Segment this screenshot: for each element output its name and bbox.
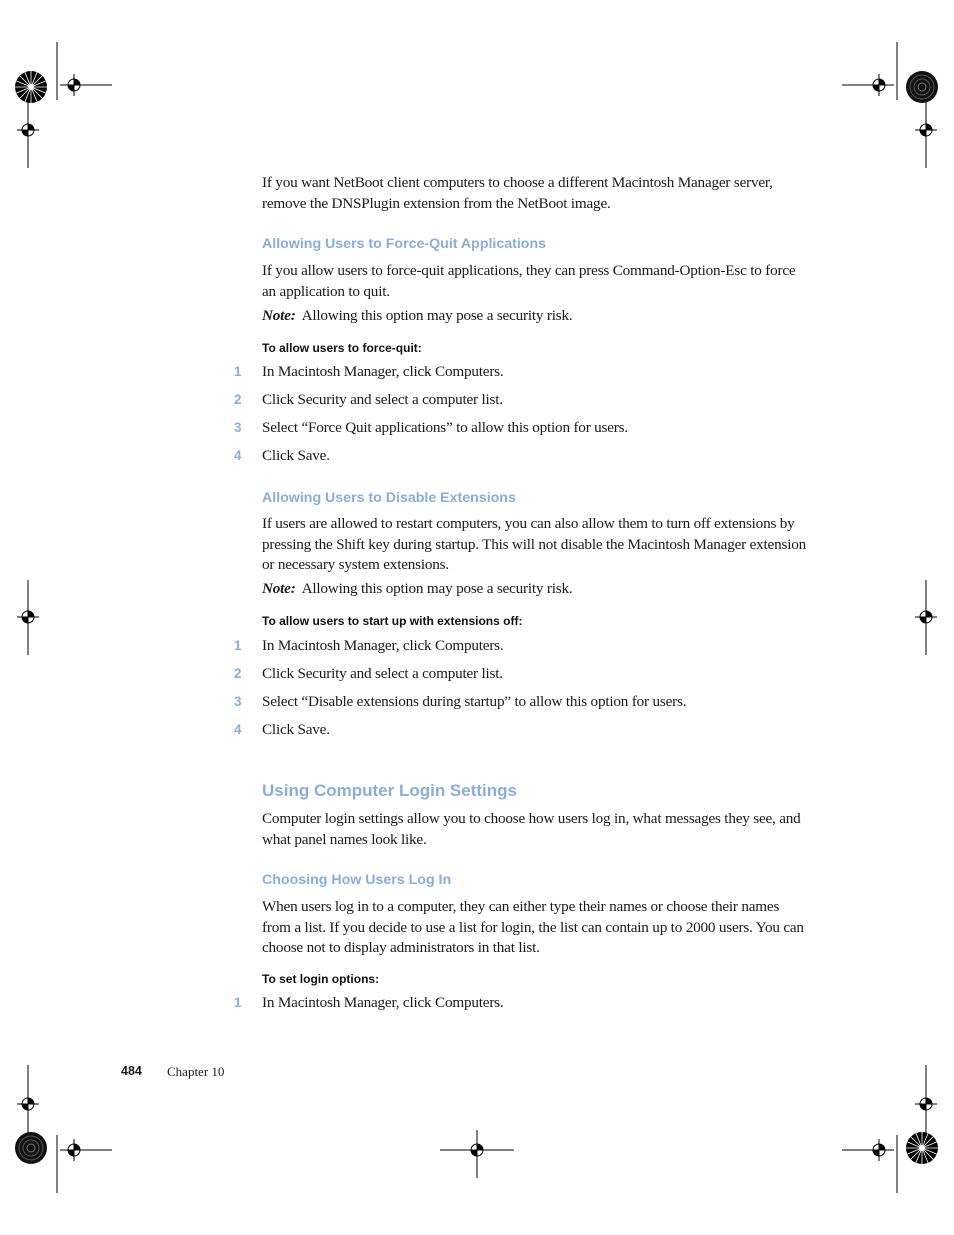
step-text: Click Security and select a computer list. — [262, 391, 503, 408]
step-number: 3 — [234, 694, 242, 709]
list-item — [0, 391, 800, 411]
heading-login-settings: Using Computer Login Settings — [262, 781, 517, 800]
step-number: 2 — [234, 392, 242, 407]
list-item — [0, 447, 800, 467]
step-number: 4 — [234, 722, 242, 737]
step-number: 3 — [234, 420, 242, 435]
step-text: Click Security and select a computer list. — [262, 665, 503, 682]
step-text: Select “Force Quit applications” to allow this option for users. — [262, 419, 628, 436]
step-text: Click Save. — [262, 721, 330, 738]
disable-extensions-paragraph: If users are allowed to restart computers, you can also allow them to turn off extensions by pressing the Shift key during startup. This will not disable the Macintosh Manager extension or necessary system extensions. — [262, 515, 807, 573]
procedure-title-login: To set login options: — [262, 972, 380, 986]
heading-force-quit: Allowing Users to Force-Quit Applications — [262, 236, 547, 252]
step-text: Select “Disable extensions during startup” to allow this option for users. — [262, 693, 687, 710]
list-item — [0, 419, 800, 439]
list-item — [0, 994, 800, 1014]
step-text: Click Save. — [262, 447, 330, 464]
step-number: 1 — [234, 995, 242, 1010]
force-quit-note — [262, 307, 573, 325]
heading-disable-extensions: Allowing Users to Disable Extensions — [262, 490, 516, 506]
step-number: 1 — [234, 638, 242, 653]
intro-paragraph: If you want NetBoot client computers to choose a different Macintosh Manager server, remove the DNSPlugin extension from the NetBoot image. — [262, 174, 773, 212]
list-item — [0, 637, 800, 657]
note-label: Note: — [262, 580, 296, 597]
step-number: 4 — [234, 448, 242, 463]
procedure-title-force-quit: To allow users to force-quit: — [262, 341, 422, 355]
step-number: 1 — [234, 364, 242, 379]
note-label: Note: — [262, 307, 296, 324]
note-text: Allowing this option may pose a security risk. — [301, 580, 573, 597]
page-number: 484 — [121, 1064, 142, 1078]
login-settings-paragraph: Computer login settings allow you to choose how users log in, what messages they see, and what panel names look like. — [262, 810, 801, 848]
list-item — [0, 693, 800, 713]
list-item — [0, 665, 800, 685]
step-number: 2 — [234, 666, 242, 681]
list-item — [0, 721, 800, 741]
note-text: Allowing this option may pose a security risk. — [301, 307, 573, 324]
procedure-title-disable-extensions: To allow users to start up with extensions off: — [262, 614, 523, 628]
step-text: In Macintosh Manager, click Computers. — [262, 363, 504, 380]
chapter-label: Chapter 10 — [167, 1064, 225, 1079]
heading-choosing-login: Choosing How Users Log In — [262, 872, 452, 888]
list-item — [0, 363, 800, 383]
choosing-login-paragraph: When users log in to a computer, they can either type their names or choose their names from a list. If you decide to use a list for login, the list can contain up to 2000 users. You can choose not to display administrators in that list. — [262, 898, 804, 956]
step-text: In Macintosh Manager, click Computers. — [262, 637, 504, 654]
step-text: In Macintosh Manager, click Computers. — [262, 994, 504, 1011]
force-quit-paragraph: If you allow users to force-quit applications, they can press Command-Option-Esc to force an application to quit. — [262, 262, 796, 300]
disable-extensions-note — [262, 580, 573, 598]
